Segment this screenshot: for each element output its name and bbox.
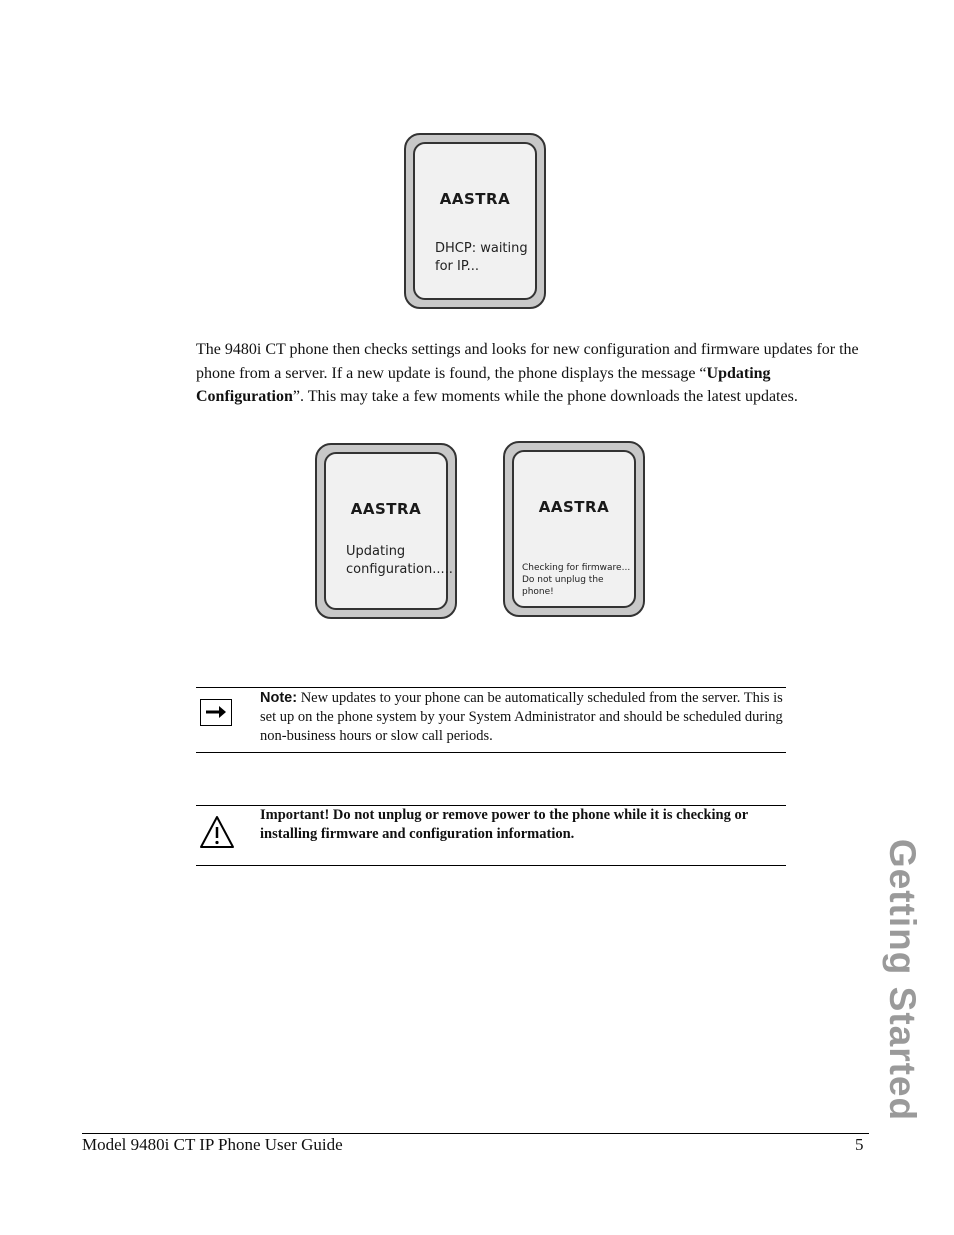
body-text-start: The 9480i CT phone then checks settings and looks for new configuration and firmware updates for the phone from a server. If a new update is found, the phone displays the message “ [196, 341, 859, 382]
note-body: New updates to your phone can be automatically scheduled from the server. This is set up on the phone system by your System Administrator and should be scheduled during non-business hours or slow call periods. [260, 690, 783, 744]
phone-screen [324, 452, 453, 610]
note-top-rule [196, 687, 786, 688]
body-text-bold: Updating Configuration [196, 364, 771, 405]
footer-title: Model 9480i CT IP Phone User Guide [82, 1135, 343, 1154]
page-number: 5 [855, 1135, 864, 1154]
note-text [260, 689, 786, 746]
important-text: Important! Do not unplug or remove power to the phone while it is checking or installing firmware and configuration information. [260, 807, 748, 842]
aastra-logo: AASTRA [350, 500, 422, 518]
important-bottom-rule [196, 865, 786, 866]
section-tab: Getting Started [882, 838, 923, 1122]
arrow-right-icon [200, 699, 232, 726]
note-label: Note: [260, 690, 298, 706]
phone-screen [512, 450, 636, 608]
body-paragraph [196, 338, 868, 409]
aastra-logo: AASTRA [538, 498, 610, 516]
note-bottom-rule [196, 752, 786, 753]
phone-screen [413, 142, 537, 300]
phone-display-firmware [503, 441, 645, 617]
aastra-logo: AASTRA [439, 190, 511, 208]
footer-rule [82, 1133, 869, 1134]
warning-icon [198, 814, 236, 855]
screen-message: DHCP: waiting for IP... [435, 241, 528, 274]
screen-message: Checking for firmware... Do not unplug the phone! [522, 563, 631, 597]
phone-display-dhcp [404, 133, 546, 309]
screen-message: Updating configuration..... [346, 544, 453, 577]
phone-display-updating [315, 443, 457, 619]
body-text-end: ”. This may take a few moments while the phone downloads the latest updates. [292, 388, 798, 405]
